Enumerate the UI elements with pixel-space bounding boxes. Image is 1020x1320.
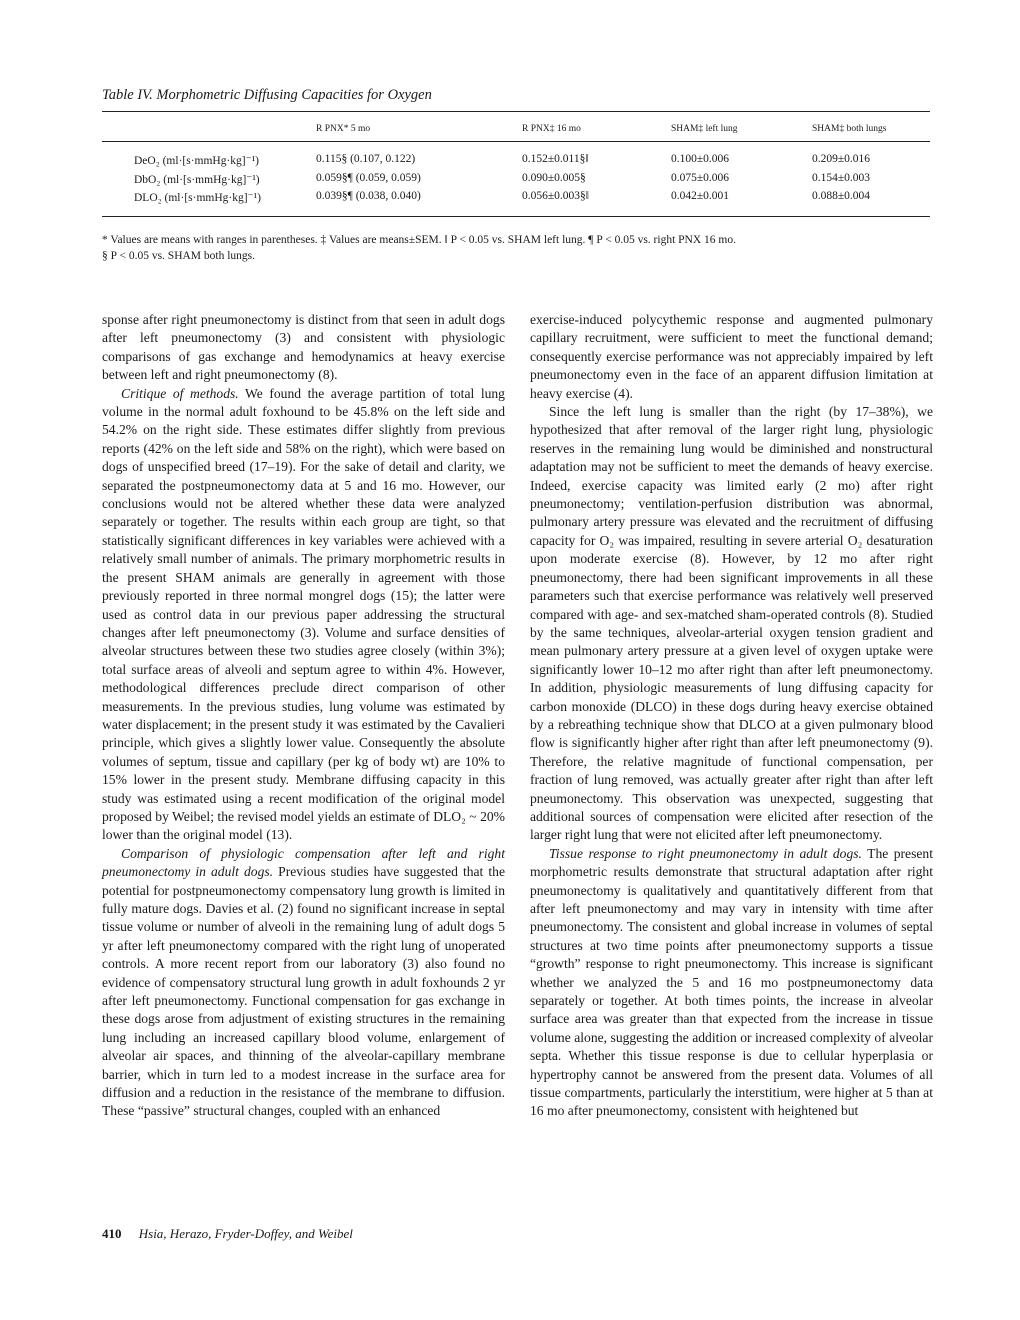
table-row-label: DeO₂ (ml·[s·mmHg·kg]⁻¹) bbox=[134, 155, 259, 167]
table-cell: 0.039§¶ (0.038, 0.040) bbox=[316, 190, 421, 202]
table-header-sham-left: SHAM‡ left lung bbox=[671, 124, 738, 134]
table-cell: 0.056±0.003§‖ bbox=[522, 190, 590, 202]
table-cell: 0.100±0.006 bbox=[671, 153, 730, 165]
table-title: Table IV. Morphometric Diffusing Capacities for Oxygen bbox=[102, 87, 432, 103]
table-row-label: DLO₂ (ml·[s·mmHg·kg]⁻¹) bbox=[134, 192, 261, 204]
table-top-rule bbox=[102, 111, 930, 112]
table-bottom-rule bbox=[102, 216, 930, 217]
page-number: 410 bbox=[102, 1226, 122, 1241]
table-cell: 0.154±0.003 bbox=[812, 172, 871, 184]
paragraph bbox=[530, 845, 933, 1121]
table-header-rule bbox=[102, 141, 930, 142]
page-footer bbox=[102, 1226, 353, 1242]
table-header-rpnx-5mo: R PNX* 5 mo bbox=[316, 124, 371, 134]
table-cell: 0.209±0.016 bbox=[812, 153, 871, 165]
paragraph bbox=[102, 845, 505, 1121]
table-header-sham-both: SHAM‡ both lungs bbox=[812, 124, 887, 134]
table-cell: 0.059§¶ (0.059, 0.059) bbox=[316, 172, 421, 184]
table-footnote: * Values are means with ranges in parentheses. ‡ Values are means±SEM. ‖ P < 0.05 vs. SHAM left lung. ¶ P < 0.05 vs. right PNX 16 mo. bbox=[102, 234, 736, 246]
table-header-rpnx-16mo: R PNX‡ 16 mo bbox=[522, 124, 581, 134]
paragraph-text: The present morphometric results demonstrate that structural adaptation after right pneumonectomy is qualitatively and quantitatively different from that after left pneumonectomy and may vary in intensity with time after pneumonectomy. The consistent and global increase in volumes of septal structures at two time points after pneumonectomy supports a tissue “growth” response to right pneumonectomy. This increase is significant whether we analyzed the 5 and 16 mo postpneumonectomy data separately or together. At both times points, the increase in alveolar surface area was greater than that expected from the increase in tissue volume alone, suggesting the addition or increased complexity of alveolar septa. Whether this tissue response is due to cellular hyperplasia or hypertrophy cannot be answered from the present data. Volumes of all tissue compartments, particularly the interstitium, were higher at 5 than at 16 mo after pneumonectomy, consistent with heightened but bbox=[530, 845, 933, 1119]
paragraph-text: We found the average partition of total lung volume in the normal adult foxhound to be 45.8% on the left side and 54.2% on the right side. These estimates differ slightly from previous reports (42% on the left side and 58% on the right), which were based on dogs of unspecified breed (17–19). For the sake of detail and clarity, we separated the postpneumonectomy data at 5 and 16 mo. However, our conclusions would not be altered whether these data were analyzed separately or together. The results within each group are tight, so that statistically significant differences in key variables were achieved with a relatively small number of animals. The primary morphometric results in the present SHAM animals are generally in agreement with those previously reported in three normal mongrel dogs (15); the latter were used as control data in our previous paper addressing the structural changes after left pneumonectomy (3). Volume and surface densities of alveolar structures between these two studies agree closely (within 3%); total surface areas of alveoli and septum agree to within 4%. However, methodological differences preclude direct comparison of other measurements. In the previous studies, lung volume was estimated by water displacement; in the present study it was estimated by the Cavalieri principle, which gives a slightly lower value. Consequently the absolute volumes of septum, tissue and capillary (per kg of body wt) are 10% to 15% lower in the present study. Membrane diffusing capacity in this study was estimated using a recent modification of the original model proposed by Weibel; the revised model yields an estimate of DLO₂ ~ 20% lower than the original model (13). bbox=[102, 385, 505, 843]
table-cell: 0.042±0.001 bbox=[671, 190, 730, 202]
paragraph: Since the left lung is smaller than the right (by 17–38%), we hypothesized that after removal of the larger right lung, physiologic reserves in the remaining lung would be diminished and nonstructural adaptation may not be sufficient to meet the demands of heavy exercise. Indeed, exercise capacity was limited early (2 mo) after right pneumonectomy; ventilation-perfusion distribution was abnormal, pulmonary artery pressure was elevated and the recruitment of diffusing capacity for O₂ was impaired, resulting in severe arterial O₂ desaturation upon moderate exercise (8). However, by 12 mo after right pneumonectomy, there had been significant improvements in all these parameters such that exercise performance was relatively well preserved compared with age- and sex-matched sham-operated controls (8). Studied by the same techniques, alveolar-arterial oxygen tension gradient and mean pulmonary artery pressure at a given level of oxygen uptake were significantly lower 10–12 mo after right than after left pneumonectomy. In addition, physiologic measurements of lung diffusing capacity for carbon monoxide (DLCO) in these dogs during heavy exercise obtained by a rebreathing technique show that DLCO at a given pulmonary blood flow is significantly higher after right than after left pneumonectomy (9). Therefore, the relative magnitude of functional compensation, per fraction of lung removed, was actually greater after right than after left pneumonectomy. This observation was unexpected, suggesting that additional sources of compensation were elicited after resection of the larger right lung that were not elicited after left pneumonectomy. bbox=[530, 404, 933, 843]
section-heading: Critique of methods. bbox=[121, 385, 239, 401]
table-cell: 0.088±0.004 bbox=[812, 190, 871, 202]
paragraph-text: Previous studies have suggested that the potential for postpneumonectomy compensatory lung growth is limited in fully mature dogs. Davies et al. (2) found no significant increase in septal tissue volume or number of alveoli in the remaining lung of adult dogs 5 yr after left pneumonectomy compared with the right lung of unoperated controls. A more recent report from our laboratory (3) also found no evidence of compensatory structural lung growth in adult foxhounds 2 yr after left pneumonectomy. Functional compensation for gas exchange in these dogs arose from adjustment of existing structures in the remaining lung including an increased capillary blood volume, enlargement of alveolar air spaces, and thinning of the alveolar-capillary membrane barrier, which in turn led to a modest increase in the surface area for diffusion and a reduction in the resistance of the membrane to diffusion. These “passive” structural changes, coupled with an enhanced bbox=[102, 864, 505, 1119]
text-column-left bbox=[102, 311, 505, 1121]
text-column-right bbox=[530, 311, 933, 1121]
table-footnote: § P < 0.05 vs. SHAM both lungs. bbox=[102, 250, 256, 262]
running-authors: Hsia, Herazo, Fryder-Doffey, and Weibel bbox=[138, 1226, 353, 1241]
paragraph: exercise-induced polycythemic response and augmented pulmonary capillary recruitment, were sufficient to meet the functional demand; consequently exercise performance was not appreciably impaired by left pneumonectomy even in the face of an apparent diffusion limitation at heavy exercise (4). bbox=[530, 312, 933, 401]
table-cell: 0.152±0.011§‖ bbox=[522, 153, 589, 165]
table-row-label: DbO₂ (ml·[s·mmHg·kg]⁻¹) bbox=[134, 174, 260, 186]
table-cell: 0.090±0.005§ bbox=[522, 172, 586, 184]
section-heading: Tissue response to right pneumonectomy in adult dogs. bbox=[549, 845, 862, 861]
table-cell: 0.115§ (0.107, 0.122) bbox=[316, 153, 416, 165]
table-cell: 0.075±0.006 bbox=[671, 172, 730, 184]
paragraph bbox=[102, 385, 505, 845]
section-heading: Comparison of physiologic compensation after left and right pneumonectomy in adult dogs. bbox=[102, 845, 505, 880]
paragraph: sponse after right pneumonectomy is distinct from that seen in adult dogs after left pneumonectomy (3) and consistent with physiologic comparisons of gas exchange and hemodynamics at heavy exercise between left and right pneumonectomy (8). bbox=[102, 312, 505, 383]
